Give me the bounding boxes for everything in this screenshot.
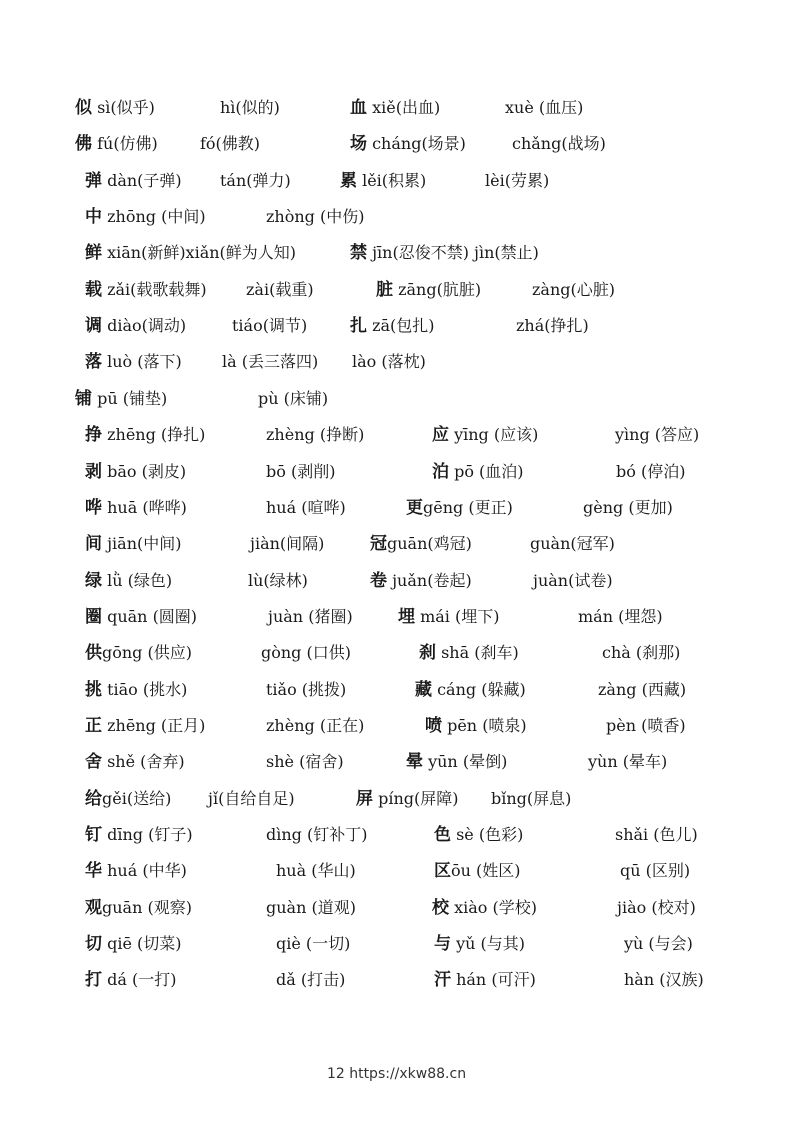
pinyin-entry <box>85 420 205 450</box>
reading-text: qiē (切菜) <box>102 934 182 953</box>
reading-text: shā (刹车) <box>436 643 519 662</box>
reading-text: tiāo (挑水) <box>102 680 188 699</box>
reading-text: xiān(新鲜)xiǎn(鲜为人知) <box>102 243 297 262</box>
pinyin-entry <box>266 711 364 741</box>
headword-char: 屏 <box>356 789 373 809</box>
reading-text: gèng (更加) <box>583 498 673 517</box>
reading-text: huà (华山) <box>276 861 356 880</box>
headword-char: 间 <box>85 534 102 554</box>
headword-char: 更 <box>406 498 423 518</box>
reading-text: zhèng (正在) <box>266 716 365 735</box>
headword-char: 鲜 <box>85 243 102 263</box>
headword-char: 场 <box>350 134 367 154</box>
entry-line <box>0 893 793 923</box>
reading-text: lào (落枕) <box>352 352 426 371</box>
pinyin-entry <box>370 529 472 559</box>
headword-char: 晕 <box>406 752 423 772</box>
reading-text: jiào (校对) <box>617 898 696 917</box>
pinyin-entry <box>266 747 344 777</box>
entry-line <box>0 965 793 995</box>
pinyin-entry <box>485 166 549 196</box>
pinyin-entry <box>85 347 182 377</box>
reading-text: gěi(送给) <box>102 789 172 808</box>
reading-text: zhēng (正月) <box>102 716 206 735</box>
entry-line <box>0 384 793 414</box>
headword-char: 弹 <box>85 171 102 191</box>
reading-text: shè (宿舍) <box>266 752 344 771</box>
headword-char: 挣 <box>85 425 102 445</box>
headword-char: 冠 <box>370 534 387 554</box>
pinyin-entry <box>578 602 663 632</box>
headword-char: 铺 <box>75 389 92 409</box>
pinyin-entry <box>85 893 192 923</box>
reading-text: dá (一打) <box>102 970 177 989</box>
entry-line <box>0 420 793 450</box>
reading-text: zài(载重) <box>246 280 314 299</box>
reading-text: tiáo(调节) <box>232 316 308 335</box>
pinyin-entry <box>75 129 158 159</box>
pinyin-entry <box>266 457 335 487</box>
pinyin-entry <box>512 129 606 159</box>
headword-char: 埋 <box>398 607 415 627</box>
pinyin-entry <box>615 820 698 850</box>
reading-text: pù (床铺) <box>258 389 329 408</box>
pinyin-entry <box>85 820 193 850</box>
pinyin-entry <box>432 457 524 487</box>
pinyin-entry <box>434 965 536 995</box>
headword-char: 落 <box>85 352 102 372</box>
entry-line <box>0 675 793 705</box>
entry-line <box>0 929 793 959</box>
reading-text: xuè (血压) <box>505 98 584 117</box>
headword-char: 打 <box>85 970 102 990</box>
reading-text: xiào (学校) <box>449 898 537 917</box>
pinyin-entry <box>85 238 296 268</box>
pinyin-entry <box>75 384 167 414</box>
reading-text: zàng (西藏) <box>598 680 687 699</box>
pinyin-entry <box>276 856 356 886</box>
entry-line <box>0 529 793 559</box>
pinyin-entry <box>85 711 205 741</box>
headword-char: 华 <box>85 861 102 881</box>
reading-text: jiàn(间隔) <box>250 534 325 553</box>
pinyin-entry <box>624 929 693 959</box>
reading-text: huá (中华) <box>102 861 187 880</box>
reading-text: dīng (钉子) <box>102 825 193 844</box>
pinyin-entry <box>261 638 351 668</box>
reading-text: pū (铺垫) <box>92 389 168 408</box>
pinyin-entry <box>588 747 667 777</box>
entry-line <box>0 311 793 341</box>
headword-char: 挑 <box>85 680 102 700</box>
pinyin-entry <box>350 238 539 268</box>
pinyin-entry <box>617 893 696 923</box>
reading-text: jiān(中间) <box>102 534 182 553</box>
pinyin-entry <box>533 566 613 596</box>
headword-char: 钉 <box>85 825 102 845</box>
reading-text: diào(调动) <box>102 316 187 335</box>
pinyin-entry <box>266 420 364 450</box>
headword-char: 切 <box>85 934 102 954</box>
pinyin-entry <box>220 166 291 196</box>
entry-line <box>0 238 793 268</box>
reading-text: guàn(冠军) <box>530 534 615 553</box>
entry-line <box>0 566 793 596</box>
reading-text: lěi(积累) <box>357 171 427 190</box>
pinyin-entry <box>85 457 186 487</box>
pinyin-entry <box>276 929 350 959</box>
reading-text: lèi(劳累) <box>485 171 550 190</box>
reading-text: lǜ (绿色) <box>102 571 173 590</box>
reading-text: juàn(试卷) <box>533 571 613 590</box>
entry-line <box>0 711 793 741</box>
reading-text: guān (观察) <box>102 898 192 917</box>
reading-text: gōng (供应) <box>102 643 192 662</box>
pinyin-entry <box>532 275 615 305</box>
reading-text: jǐ(自给自足) <box>208 789 295 808</box>
pinyin-entry <box>85 675 187 705</box>
reading-text: tiǎo (挑拨) <box>266 680 347 699</box>
entry-line <box>0 638 793 668</box>
pinyin-entry <box>505 93 583 123</box>
headword-char: 累 <box>340 171 357 191</box>
reading-text: luò (落下) <box>102 352 182 371</box>
pinyin-entry <box>340 166 426 196</box>
reading-text: xiě(出血) <box>367 98 441 117</box>
reading-text: hàn (汉族) <box>624 970 704 989</box>
pinyin-entry <box>350 129 466 159</box>
headword-char: 刹 <box>419 643 436 663</box>
pinyin-entry <box>406 493 513 523</box>
pinyin-entry <box>266 675 346 705</box>
entry-line <box>0 93 793 123</box>
pinyin-entry <box>85 275 207 305</box>
reading-text: yù (与会) <box>624 934 693 953</box>
headword-char: 血 <box>350 98 367 118</box>
pinyin-entry <box>425 711 527 741</box>
entry-line <box>0 602 793 632</box>
pinyin-entry <box>250 529 324 559</box>
reading-text: fó(佛教) <box>200 134 261 153</box>
pinyin-entry <box>491 784 571 814</box>
entry-line <box>0 493 793 523</box>
reading-text: juàn (猪圈) <box>268 607 353 626</box>
pinyin-entry <box>434 820 523 850</box>
pinyin-entry <box>85 965 176 995</box>
pinyin-entry <box>620 856 690 886</box>
pinyin-entry <box>85 202 206 232</box>
reading-text: cháng(场景) <box>367 134 466 153</box>
headword-char: 正 <box>85 716 102 736</box>
pinyin-entry <box>75 93 155 123</box>
headword-char: 舍 <box>85 752 102 772</box>
headword-char: 绿 <box>85 571 102 591</box>
pinyin-entry <box>616 457 685 487</box>
headword-char: 脏 <box>376 280 393 300</box>
pinyin-entry <box>85 311 186 341</box>
reading-text: gēng (更正) <box>423 498 513 517</box>
reading-text: yǔ (与其) <box>451 934 526 953</box>
headword-char: 喷 <box>425 716 442 736</box>
headword-char: 调 <box>85 316 102 336</box>
reading-text: mán (埋怨) <box>578 607 663 626</box>
reading-text: fú(仿佛) <box>92 134 158 153</box>
pinyin-entry <box>85 566 172 596</box>
pinyin-entry <box>85 929 182 959</box>
headword-char: 汗 <box>434 970 451 990</box>
reading-text: zāng(肮脏) <box>393 280 482 299</box>
reading-text: pō (血泊) <box>449 462 524 481</box>
reading-text: hán (可汗) <box>451 970 536 989</box>
pinyin-entry <box>432 420 538 450</box>
reading-text: pēn (喷泉) <box>442 716 527 735</box>
pinyin-entry <box>232 311 307 341</box>
pinyin-entry <box>606 711 686 741</box>
pinyin-entry <box>434 856 521 886</box>
pinyin-entry <box>248 566 308 596</box>
reading-text: guān(鸡冠) <box>387 534 472 553</box>
pinyin-entry <box>376 275 481 305</box>
pinyin-entry <box>246 275 314 305</box>
reading-text: bō (剥削) <box>266 462 336 481</box>
reading-text: ōu (姓区) <box>451 861 521 880</box>
reading-text: yùn (晕车) <box>588 752 668 771</box>
reading-text: zhá(挣扎) <box>516 316 589 335</box>
pinyin-entry <box>85 529 182 559</box>
headword-char: 应 <box>432 425 449 445</box>
reading-text: qiè (一切) <box>276 934 351 953</box>
headword-char: 卷 <box>370 571 387 591</box>
pinyin-entry <box>85 493 187 523</box>
reading-text: yìng (答应) <box>615 425 700 444</box>
pinyin-entry <box>85 784 171 814</box>
reading-text: yūn (晕倒) <box>423 752 508 771</box>
headword-char: 哗 <box>85 498 102 518</box>
entry-line <box>0 129 793 159</box>
reading-text: qū (区别) <box>620 861 691 880</box>
reading-text: quān (圆圈) <box>102 607 198 626</box>
pinyin-entry <box>352 347 426 377</box>
reading-text: lù(绿林) <box>248 571 308 590</box>
pinyin-entry <box>350 311 435 341</box>
reading-text: dǎ (打击) <box>276 970 346 989</box>
pinyin-entry <box>85 638 192 668</box>
pinyin-entry <box>220 93 280 123</box>
pinyin-entry <box>268 602 353 632</box>
pinyin-entry <box>222 347 318 377</box>
entry-line <box>0 275 793 305</box>
reading-text: pèn (喷香) <box>606 716 686 735</box>
headword-char: 似 <box>75 98 92 118</box>
reading-text: huā (哗哗) <box>102 498 187 517</box>
reading-text: dìng (钉补丁) <box>266 825 368 844</box>
headword-char: 泊 <box>432 462 449 482</box>
pinyin-entry <box>406 747 507 777</box>
headword-char: 供 <box>85 643 102 663</box>
reading-text: cáng (躲藏) <box>432 680 526 699</box>
headword-char: 剥 <box>85 462 102 482</box>
reading-text: sì(似乎) <box>92 98 155 117</box>
pinyin-entry <box>583 493 673 523</box>
headword-char: 圈 <box>85 607 102 627</box>
entry-line <box>0 747 793 777</box>
reading-text: píng(屏障) <box>373 789 459 808</box>
headword-char: 观 <box>85 898 102 918</box>
reading-text: zhēng (挣扎) <box>102 425 206 444</box>
pinyin-entry <box>415 675 526 705</box>
reading-text: hì(似的) <box>220 98 280 117</box>
reading-text: zā(包扎) <box>367 316 435 335</box>
reading-text: tán(弹力) <box>220 171 291 190</box>
headword-char: 藏 <box>415 680 432 700</box>
headword-char: 载 <box>85 280 102 300</box>
pinyin-entry <box>266 893 356 923</box>
headword-char: 区 <box>434 861 451 881</box>
pinyin-entry <box>85 747 185 777</box>
headword-char: 中 <box>85 207 102 227</box>
pinyin-entry <box>85 166 182 196</box>
pinyin-entry <box>398 602 500 632</box>
headword-char: 佛 <box>75 134 92 154</box>
reading-text: zhōng (中间) <box>102 207 206 226</box>
pinyin-entry <box>356 784 458 814</box>
pinyin-entry <box>85 602 197 632</box>
pinyin-entry <box>516 311 589 341</box>
reading-text: zàng(心脏) <box>532 280 616 299</box>
reading-text: guàn (道观) <box>266 898 356 917</box>
pinyin-entry <box>208 784 295 814</box>
reading-text: bǐng(屏息) <box>491 789 572 808</box>
headword-char: 扎 <box>350 316 367 336</box>
pinyin-entry <box>200 129 260 159</box>
headword-char: 给 <box>85 789 102 809</box>
reading-text: bāo (剥皮) <box>102 462 187 481</box>
pinyin-entry <box>85 856 187 886</box>
entry-line <box>0 202 793 232</box>
headword-char: 校 <box>432 898 449 918</box>
reading-text: jīn(忍俊不禁) jìn(禁止) <box>367 243 539 262</box>
entry-line <box>0 820 793 850</box>
page-footer: 12 https://xkw88.cn <box>326 1066 467 1082</box>
reading-text: shě (舍弃) <box>102 752 185 771</box>
reading-text: chà (刹那) <box>602 643 681 662</box>
reading-text: zhèng (挣断) <box>266 425 365 444</box>
pinyin-entry <box>602 638 680 668</box>
pinyin-entry <box>530 529 615 559</box>
entry-line <box>0 166 793 196</box>
reading-text: shǎi (色儿) <box>615 825 698 844</box>
reading-text: sè (色彩) <box>451 825 524 844</box>
reading-text: zǎi(载歌载舞) <box>102 280 207 299</box>
pinyin-entry <box>266 820 367 850</box>
reading-text: là (丢三落四) <box>222 352 319 371</box>
headword-char: 色 <box>434 825 451 845</box>
reading-text: juǎn(卷起) <box>387 571 472 590</box>
reading-text: yīng (应该) <box>449 425 539 444</box>
reading-text: zhòng (中伤) <box>266 207 365 226</box>
pinyin-entry <box>258 384 328 414</box>
pinyin-entry <box>432 893 537 923</box>
reading-text: chǎng(战场) <box>512 134 606 153</box>
reading-text: bó (停泊) <box>616 462 686 481</box>
pinyin-entry <box>266 202 365 232</box>
reading-text: huá (喧哗) <box>266 498 346 517</box>
pinyin-entry <box>419 638 519 668</box>
pinyin-entry <box>624 965 704 995</box>
pinyin-entry <box>350 93 440 123</box>
reading-text: mái (埋下) <box>415 607 500 626</box>
pinyin-entry <box>598 675 686 705</box>
pinyin-entry <box>434 929 525 959</box>
headword-char: 与 <box>434 934 451 954</box>
reading-text: gòng (口供) <box>261 643 351 662</box>
pinyin-entry <box>370 566 472 596</box>
headword-char: 禁 <box>350 243 367 263</box>
entry-line <box>0 347 793 377</box>
pinyin-entry <box>615 420 699 450</box>
entry-line <box>0 856 793 886</box>
entry-line <box>0 457 793 487</box>
entry-line <box>0 784 793 814</box>
reading-text: dàn(子弹) <box>102 171 182 190</box>
pinyin-entry <box>266 493 346 523</box>
pinyin-entry <box>276 965 345 995</box>
